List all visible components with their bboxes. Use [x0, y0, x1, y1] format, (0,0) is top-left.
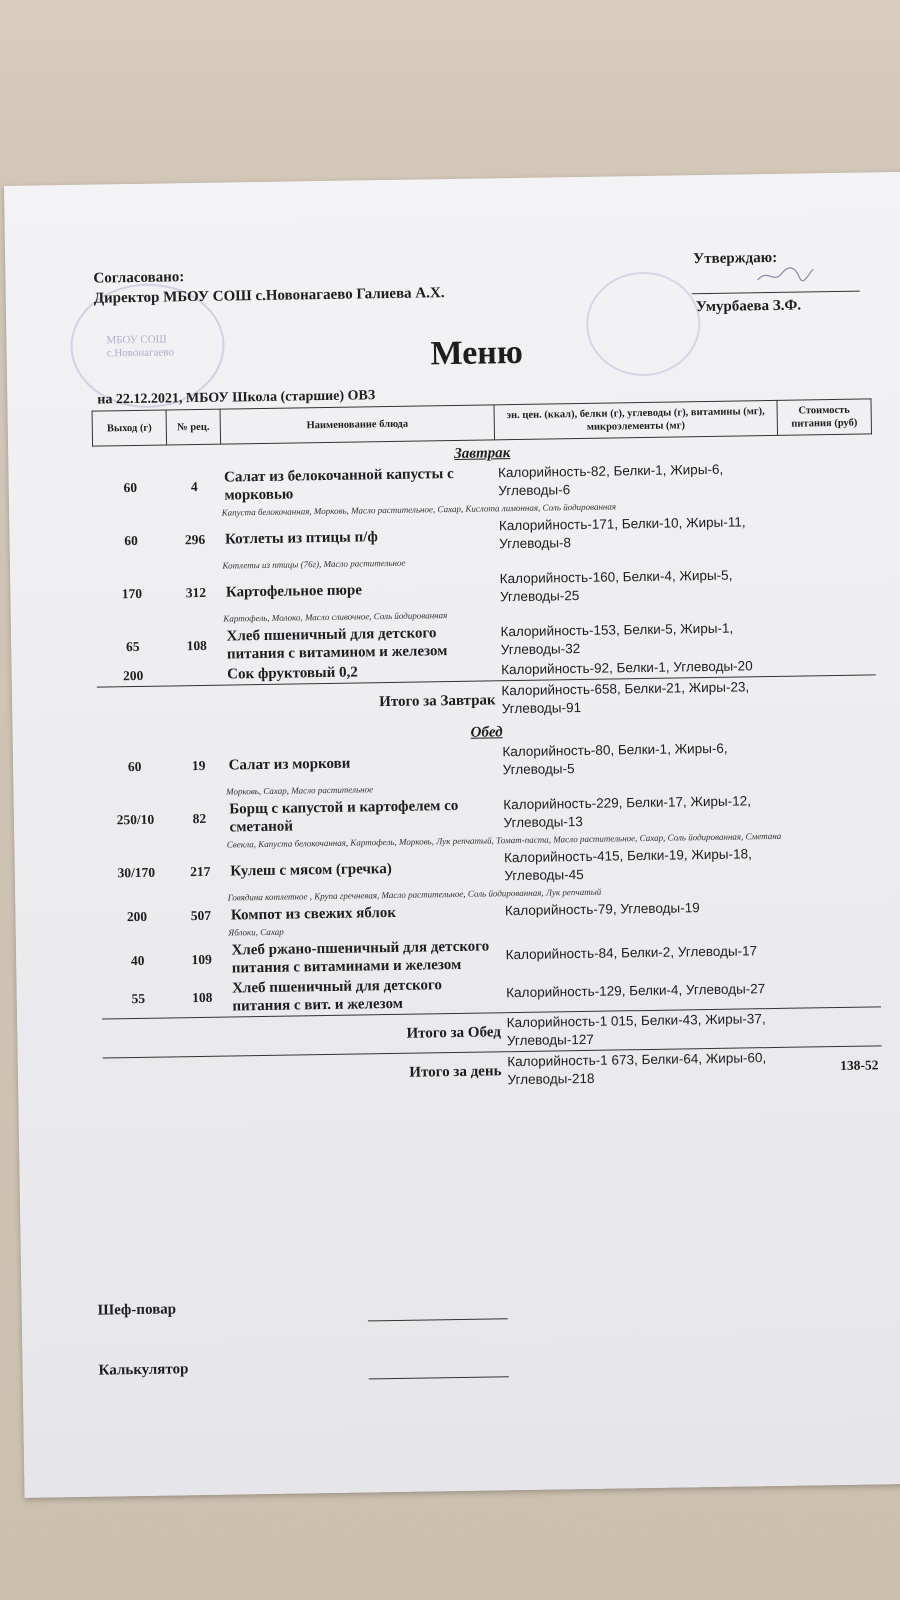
ingredients: Говядина котлетное , Крупа гречневая, Масло растительное, Соль йодированная, Лук репчатый [227, 886, 602, 903]
nutrition-cell: Калорийность-84, Белки-2, Углеводы-17 [505, 943, 758, 963]
total-label: Итого за Обед [102, 1013, 505, 1058]
cost-cell [786, 968, 881, 1008]
col-cost: Стоимость питания (руб) [777, 399, 872, 435]
cost-cell [779, 510, 874, 549]
recipe-cell: 296 [184, 531, 206, 548]
chef-signature-line [368, 1318, 508, 1321]
nutrition-cell: Калорийность-229, Белки-17, Жиры-12, Углеводы-13 [503, 793, 752, 831]
output-cell: 60 [127, 758, 142, 775]
cost-cell [785, 930, 880, 969]
agreed-block [93, 263, 444, 309]
chef-label: Шеф-повар [97, 1301, 177, 1319]
nutrition-cell: Калорийность-80, Белки-1, Жиры-6, Углеводы-5 [502, 740, 728, 778]
output-cell: 40 [130, 952, 145, 969]
output-cell: 60 [124, 532, 138, 549]
signature-line [692, 291, 860, 295]
recipe-cell: 217 [190, 863, 211, 880]
recipe-cell: 19 [191, 757, 206, 774]
day-total-nutrition: Калорийность-1 673, Белки-64, Жиры-60, Углеводы-218 [504, 1047, 788, 1090]
ingredients: Картофель, Молоко, Масло сливочное, Соль йодированная [223, 610, 448, 624]
nutrition-cell: Калорийность-92, Белки-1, Углеводы-20 [501, 658, 753, 678]
recipe-cell: 507 [190, 907, 212, 924]
cost-cell [783, 789, 878, 828]
col-dish: Наименование блюда [220, 405, 495, 444]
total-nutrition: Калорийность-1 015, Белки-43, Жиры-37, Углеводы-127 [504, 1008, 788, 1051]
dish-cell: Борщ с капустой и картофелем со сметаной [229, 797, 459, 836]
nutrition-cell: Калорийность-171, Белки-10, Жиры-11, Углеводы-8 [498, 514, 746, 552]
cost-cell [780, 616, 875, 655]
col-recipe: № рец. [166, 409, 221, 445]
calculator-signature-line [369, 1376, 509, 1379]
menu-document [4, 172, 900, 1498]
agreed-by: Директор МБОУ СОШ с.Новонагаево Галиева А.Х. [93, 285, 445, 307]
section-lunch: Обед [470, 724, 503, 741]
day-total-cost: 138-52 [787, 1046, 882, 1086]
signature-icon [755, 263, 815, 286]
dish-cell: Котлеты из птицы п/ф [224, 529, 378, 548]
recipe-cell: 108 [186, 637, 207, 654]
page-subtitle: на 22.12.2021, МБОУ Школа (старшие) ОВЗ [97, 388, 376, 408]
output-cell: 55 [131, 990, 146, 1007]
cost-cell [787, 1007, 882, 1047]
cost-cell [782, 736, 877, 775]
dish-cell: Салат из моркови [228, 755, 351, 774]
cost-cell [781, 654, 875, 676]
recipe-cell: 312 [185, 584, 207, 601]
recipe-cell [170, 665, 224, 686]
ingredients: Свекла, Капуста белокочанная, Картофель, Морковь, Лук репчатый, Томат-паста, Масло растительное, Сахар, Соль йодированная, Сметана [226, 830, 782, 850]
recipe-cell: 109 [191, 951, 212, 968]
dish-cell: Салат из белокочанной капусты с морковью [223, 465, 454, 504]
nutrition-cell: Калорийность-153, Белки-5, Жиры-1, Углеводы-32 [500, 620, 734, 658]
dish-cell: Кулеш с мясом (гречка) [230, 860, 392, 880]
dish-cell: Сок фруктовый 0,2 [227, 664, 358, 683]
output-cell: 65 [125, 638, 140, 655]
total-label: Итого за Завтрак [96, 681, 499, 726]
output-cell: 60 [123, 479, 138, 496]
dish-cell: Компот из свежих яблок [230, 904, 397, 924]
nutrition-cell: Калорийность-82, Белки-1, Жиры-6, Углеводы-6 [497, 461, 724, 499]
calculator-label: Калькулятор [98, 1361, 189, 1379]
nutrition-cell: Калорийность-79, Углеводы-19 [504, 900, 700, 919]
cost-cell [780, 563, 875, 602]
output-cell: 170 [121, 585, 143, 602]
cost-cell [778, 457, 873, 496]
dish-cell: Хлеб пшеничный для детского питания с витамином и железом [226, 625, 448, 663]
nutrition-cell: Калорийность-129, Белки-4, Углеводы-27 [506, 981, 766, 1001]
output-cell: 250/10 [116, 811, 155, 828]
cost-cell [785, 895, 879, 916]
output-cell: 30/170 [117, 864, 156, 881]
agreed-label: Согласовано: [93, 269, 185, 287]
output-cell: 200 [122, 667, 144, 684]
cost-cell [784, 842, 879, 881]
menu-table [92, 398, 883, 1096]
dish-cell: Хлеб ржано-пшеничный для детского питания с витаминами и железом [231, 938, 490, 977]
nutrition-cell: Калорийность-160, Белки-4, Жиры-5, Углеводы-25 [499, 567, 733, 605]
day-total-label: Итого за день [102, 1052, 505, 1097]
stamp-text-line: МБОУ СОШ [106, 333, 167, 347]
ingredients: Морковь, Сахар, Масло растительное [225, 784, 374, 797]
section-breakfast: Завтрак [454, 445, 511, 462]
nutrition-cell: Калорийность-415, Белки-19, Жиры-18, Углеводы-45 [503, 846, 752, 884]
total-nutrition: Калорийность-658, Белки-21, Жиры-23, Углеводы-91 [498, 676, 782, 719]
ingredients: Капуста белокочанная, Морковь, Масло растительное, Сахар, Кислота лимонная, Соль йодированная [221, 501, 617, 518]
ingredients: Котлеты из птицы (76г), Масло растительное [222, 557, 406, 571]
col-nutrition: эн. цен. (ккал), белки (г), углеводы (г), витамины (мг), микроэлементы (мг) [494, 400, 778, 439]
recipe-cell: 4 [190, 478, 198, 495]
dish-cell: Картофельное пюре [225, 582, 363, 601]
approver-name: Умурбаева З.Ф. [695, 297, 802, 316]
ingredients: Яблоки, Сахар [228, 926, 284, 938]
cost-cell [781, 675, 876, 715]
col-output: Выход (г) [92, 410, 167, 446]
dish-cell: Хлеб пшеничный для детского питания с вит. и железом [232, 977, 443, 1015]
recipe-cell: 82 [192, 810, 207, 827]
stamp-text-line: с.Новонагаево [106, 346, 175, 360]
approve-label: Утверждаю: [693, 249, 778, 268]
page-title: Меню [430, 333, 524, 373]
output-cell: 200 [126, 908, 148, 925]
recipe-cell: 108 [192, 989, 213, 1006]
